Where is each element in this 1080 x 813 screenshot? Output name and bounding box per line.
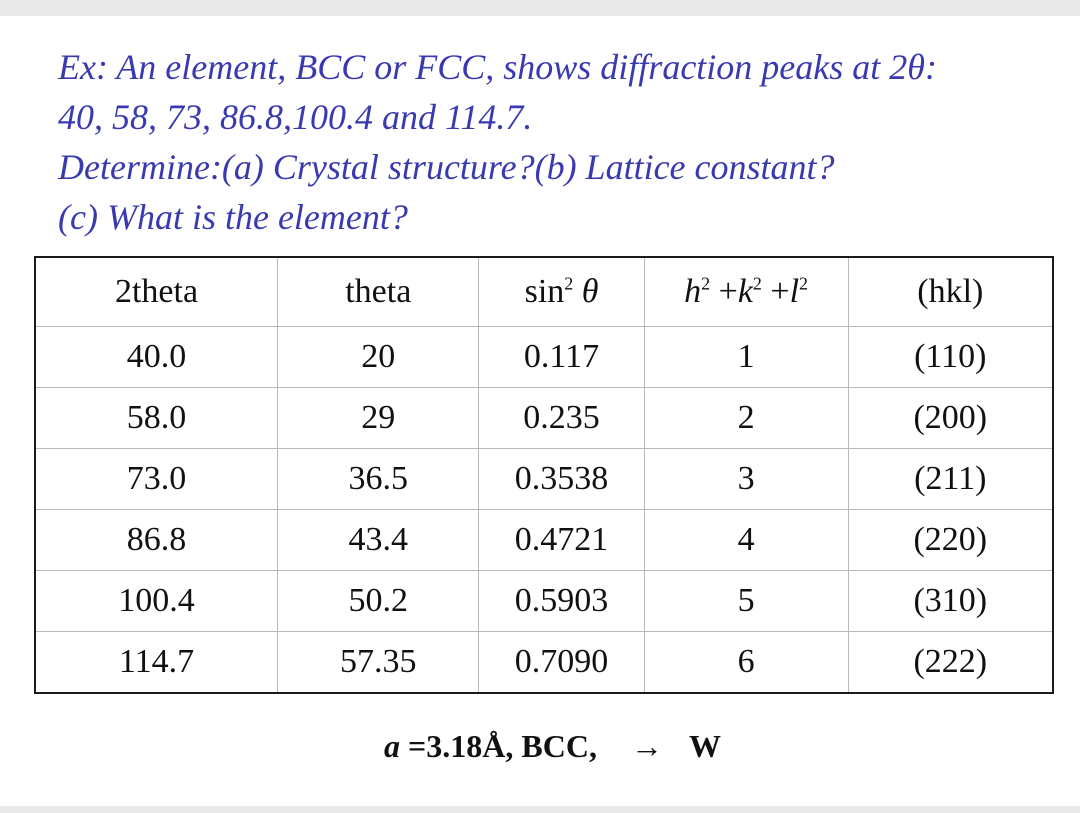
- slide: [0, 16, 1080, 806]
- header-hkl-sum: $h^2 +k^2 +l^2$: [644, 257, 848, 327]
- table-row: [35, 571, 1053, 632]
- table-row: [35, 327, 1053, 388]
- cell-hkl: (310): [848, 571, 1053, 632]
- problem-statement: [58, 42, 1080, 242]
- problem-line-2: 40, 58, 73, 86.8,100.4 and 114.7.: [58, 97, 533, 137]
- cell-hkl: (211): [848, 449, 1053, 510]
- cell-2theta: 73.0: [35, 449, 278, 510]
- cell-sum: 6: [644, 632, 848, 694]
- cell-theta: 43.4: [278, 510, 479, 571]
- table-row: [35, 449, 1053, 510]
- cell-2theta: 114.7: [35, 632, 278, 694]
- answer-line: [0, 728, 1080, 765]
- cell-theta: 36.5: [278, 449, 479, 510]
- header-sin2theta: $\sin^2 \theta$: [479, 257, 644, 327]
- problem-line-4: (c) What is the element?: [58, 197, 408, 237]
- arrow-icon: →: [630, 728, 663, 764]
- cell-sin2: 0.3538: [479, 449, 644, 510]
- cell-2theta: 40.0: [35, 327, 278, 388]
- answer-variable: a: [384, 728, 401, 764]
- problem-line-3: Determine:(a) Crystal structure?(b) Lattice constant?: [58, 147, 835, 187]
- cell-hkl: (200): [848, 388, 1053, 449]
- cell-sin2: 0.4721: [479, 510, 644, 571]
- cell-2theta: 100.4: [35, 571, 278, 632]
- cell-hkl: (220): [848, 510, 1053, 571]
- table-row: [35, 510, 1053, 571]
- cell-sum: 3: [644, 449, 848, 510]
- cell-2theta: 86.8: [35, 510, 278, 571]
- cell-sum: 1: [644, 327, 848, 388]
- cell-theta: 50.2: [278, 571, 479, 632]
- cell-sum: 2: [644, 388, 848, 449]
- header-2theta: 2theta: [35, 257, 278, 327]
- cell-theta: 57.35: [278, 632, 479, 694]
- cell-hkl: (222): [848, 632, 1053, 694]
- problem-line-1: Ex: An element, BCC or FCC, shows diffraction peaks at 2θ:: [58, 47, 937, 87]
- cell-sum: 5: [644, 571, 848, 632]
- cell-sin2: 0.7090: [479, 632, 644, 694]
- cell-sin2: 0.117: [479, 327, 644, 388]
- cell-sum: 4: [644, 510, 848, 571]
- table-header-row: [35, 257, 1053, 327]
- cell-hkl: (110): [848, 327, 1053, 388]
- header-hkl: (hkl): [848, 257, 1053, 327]
- cell-theta: 29: [278, 388, 479, 449]
- table-row: [35, 632, 1053, 694]
- answer-element: W: [688, 728, 721, 764]
- answer-text: =3.18Å, BCC,: [400, 728, 605, 764]
- cell-2theta: 58.0: [35, 388, 278, 449]
- table-row: [35, 388, 1053, 449]
- header-theta: theta: [278, 257, 479, 327]
- diffraction-table: [34, 256, 1054, 694]
- cell-sin2: 0.5903: [479, 571, 644, 632]
- cell-sin2: 0.235: [479, 388, 644, 449]
- cell-theta: 20: [278, 327, 479, 388]
